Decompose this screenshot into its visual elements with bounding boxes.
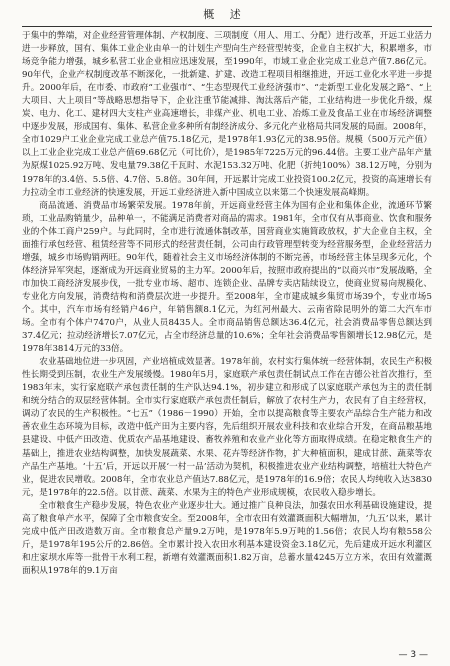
paragraph-industry: 于集中的弊端，对企业经营管理体制、产权制度、三项制度（用人、用工、分配）进行改革，开远工业活力进一步释放，国有、集体工业企业由单一的计划生产型向生产经营型转变，企业自主权扩大，积累增多，市场竞争能力增强，城乡私营工业企业相应迅速发展，至1990年，市域工业企业完成工业总产值7.86亿元。90年代，企业产权制度改革不断深化，一批新建、扩建、改造工程项目相继推进，开远工业化水平进一步提升。2000年后，在市委、市政府“工业强市”、“生态型现代工业经济强市”、“走新型工业化发展之路”、“上大项目、大上项目”等战略思想指导下，企业注重节能减排、淘汰落后产能，工业结构进一步优化升级，煤炭、电力、化工、建材四大支柱产业高速增长，非煤产业、机电工业、冶炼工业及食品工业在市场经济调整中逐步发展，形成国有、集体、私营企业多种所有制经济成分、多元化产业格局共同发展的局面。2008年，全市1029户工业企业完成工业总产值75.18亿元，是1978年1.93亿元的38.95倍。规模（500万元产值）以上工业企业完成工业总产值69.68亿元（可比价），是1985年7225万元的96.44倍。主要工业产品年产量为原煤1025.92万吨、发电量79.38亿千瓦时、水泥153.32万吨、化肥（折纯100%）38.12万吨，分别为1978年的3.4倍、5.5倍、4.7倍、5.8倍。30年间，开远累计完成工业投资100.2亿元，投资的高速增长有力拉动全市工业经济的快速发展，开远工业经济进入新中国成立以来第二个快速发展高峰期。 (22, 31, 432, 198)
paragraph-grain: 全市粮食生产稳步发展，特色农业产业逐步壮大。通过推广良种良法，加强农田水利基础设施建设，提高了粮食单产水平，保障了全市粮食安全。至2008年，全市农田有效灌溉面积大幅增加，‘九五’以来，累计完成中低产田改造数万亩。全市粮食总产量9.2万吨，是1978年5.9万吨的1.56倍；农民人均有粮558公斤，是1978年195公斤的2.86倍。全市累计投入农田水利基本建设资金3.18亿元，先后建成开远水利灌区和庄家坝水库等一批骨干水利工程，新增有效灌溉面积1.82万亩，总蓄水量4245万立方米，农田有效灌溉面积从1978年的9.1万亩 (22, 500, 432, 576)
page-number: — 3 — (398, 650, 428, 660)
header-rule (22, 26, 432, 27)
page-body (22, 30, 432, 578)
paragraph-commerce: 商品流通、消费品市场繁荣发展。1978年前，开远商业经营主体为国有企业和集体企业，流通环节繁琐，工业品购销量少，品种单一，不能满足消费者对商品的需求。1981年，全市仅有从事商业、饮食和服务业的个体工商户259户。与此同时，全市进行流通体制改革，国营商业实施简政放权，扩大企业自主权，全面推行承包经营、租赁经营等不同形式的经营责任制，公司由行政管理型转变为经营服务型，企业经营活力增强，城乡市场购销两旺。90年代，随着社会主义市场经济体制的不断完善，市场经营主体呈现多元化，个体经济异军突起，逐渐成为开远商业贸易的主力军。2000年后，按照市政府提出的“以商兴市”发展战略，全市加快工商经济发展步伐，一批专业市场、超市、连锁企业、品牌专卖店陆续设立，使商业贸易向规模化、专业化方向发展，消费结构和消费层次进一步提升。至2008年，全市建成城乡集贸市场39个，专业市场5个。其中，汽车市场有经销户46户，年销售额8.1亿元，为红河州最大、云南省除昆明外的第二大汽车市场。全市有个体户7470户，从业人员8435人。全市商品销售总额达36.4亿元，社会消费品零售总额达到37.4亿元；拉动经济增长7.07亿元，占全市经济总量的10.6%；全年社会消费品零售额增长12.98亿元，是1978年3814万元的33倍。 (22, 200, 432, 355)
running-header: 概 述 (203, 8, 247, 21)
paragraph-agriculture: 农业基础地位进一步巩固，产业培植成效显著。1978年前，农村实行集体统一经营体制，农民生产积极性长期受到压制，农业生产发展缓慢。1980年5月，家庭联产承包责任制试点工作在吉德公社首次推行，至1983年末，实行家庭联产承包责任制的生产队达94.1%，初步建立和形成了以家庭联产承包为主的责任制和统分结合的双层经营体制。全市实行家庭联产承包责任制后，解放了农村生产力，农民有了自主经营权，调动了农民的生产积极性。“七五”（1986－1990）开始，全市以提高粮食等主要农产品综合生产能力和改善农业生态环境为目标，改造中低产田为主要内容，先后组织开展农业科技和农业综合开发，在商品粮基地县建设、中低产田改造、优质农产品基地建设、畜牧养殖和农业产业化等方面取得成绩。在稳定粮食生产的基础上，推进农业结构调整，加快发展蔬菜、水果、花卉等经济作物，扩大种植面积，建成甘蔗、蔬菜等农产品生产基地。‘十五’后，开远以开展‘一村一品’活动为契机，积极推进农业产业结构调整，培植壮大特色产业，促进农民增收。2008年，全市农业总产值达7.88亿元，是1978年的16.9倍；农民人均纯收入达3830元，是1978年的22.5倍。以甘蔗、蔬菜、水果为主的特色产业形成规模，农民收入稳步增长。 (22, 357, 432, 498)
